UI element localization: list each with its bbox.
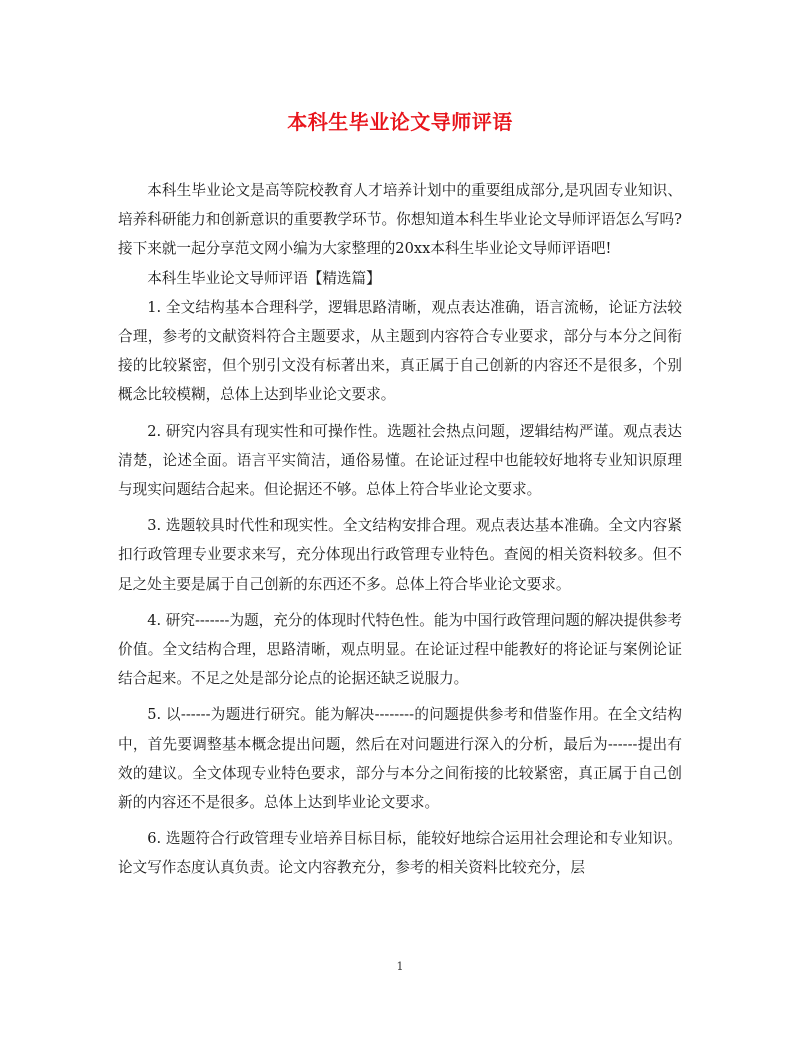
- comment-paragraph-5: 5. 以------为题进行研究。能为解决--------的问题提供参考和借鉴作用。在全文结构中，首先要调整基本概念提出问题，然后在对问题进行深入的分析，最后为------提出有效的建议。全文体现专业特色要求，部分与本分之间衔接的比较紧密，真正属于自己创新的内容还不是很多。总体上达到毕业论文要求。: [118, 706, 682, 812]
- intro-paragraph: 本科生毕业论文是高等院校教育人才培养计划中的重要组成部分,是巩固专业知识、培养科研能力和创新意识的重要教学环节。你想知道本科生毕业论文导师评语怎么写吗?接下来就一起分享范文网小编为大家整理的20xx本科生毕业论文导师评语吧!: [118, 182, 682, 258]
- page-number: 1: [396, 960, 404, 973]
- comment-paragraph-4: 4. 研究-------为题，充分的体现时代特色性。能为中国行政管理问题的解决提供参考价值。全文结构合理，思路清晰，观点明显。在论证过程中能教好的将论证与案例论证结合起来。不足之处是部分论点的论据还缺乏说服力。: [118, 611, 682, 688]
- comment-paragraph-1: 1. 全文结构基本合理科学，逻辑思路清晰，观点表达准确，语言流畅，论证方法较合理，参考的文献资料符合主题要求，从主题到内容符合专业要求，部分与本分之间衔接的比较紧密，但个别引文没有标著出来，真正属于自己创新的内容还不是很多，个别概念比较模糊，总体上达到毕业论文要求。: [118, 298, 682, 404]
- comment-paragraph-6: 6. 选题符合行政管理专业培养目标目标，能较好地综合运用社会理论和专业知识。论文写作态度认真负责。论文内容教充分，参考的相关资料比较充分，层: [118, 830, 682, 877]
- comment-paragraph-2: 2. 研究内容具有现实性和可操作性。选题社会热点问题，逻辑结构严谨。观点表达清楚，论述全面。语言平实简洁，通俗易懂。在论证过程中也能较好地将专业知识原理与现实问题结合起来。但论据还不够。总体上符合毕业论文要求。: [118, 422, 682, 499]
- document-title: 本科生毕业论文导师评语: [287, 110, 513, 134]
- section-heading: 本科生毕业论文导师评语【精选篇】: [147, 269, 381, 287]
- comment-paragraph-3: 3. 选题较具时代性和现实性。全文结构安排合理。观点表达基本准确。全文内容紧扣行政管理专业要求来写，充分体现出行政管理专业特色。查阅的相关资料较多。但不足之处主要是属于自己创新的东西还不多。总体上符合毕业论文要求。: [118, 517, 682, 593]
- document-body: [118, 176, 682, 890]
